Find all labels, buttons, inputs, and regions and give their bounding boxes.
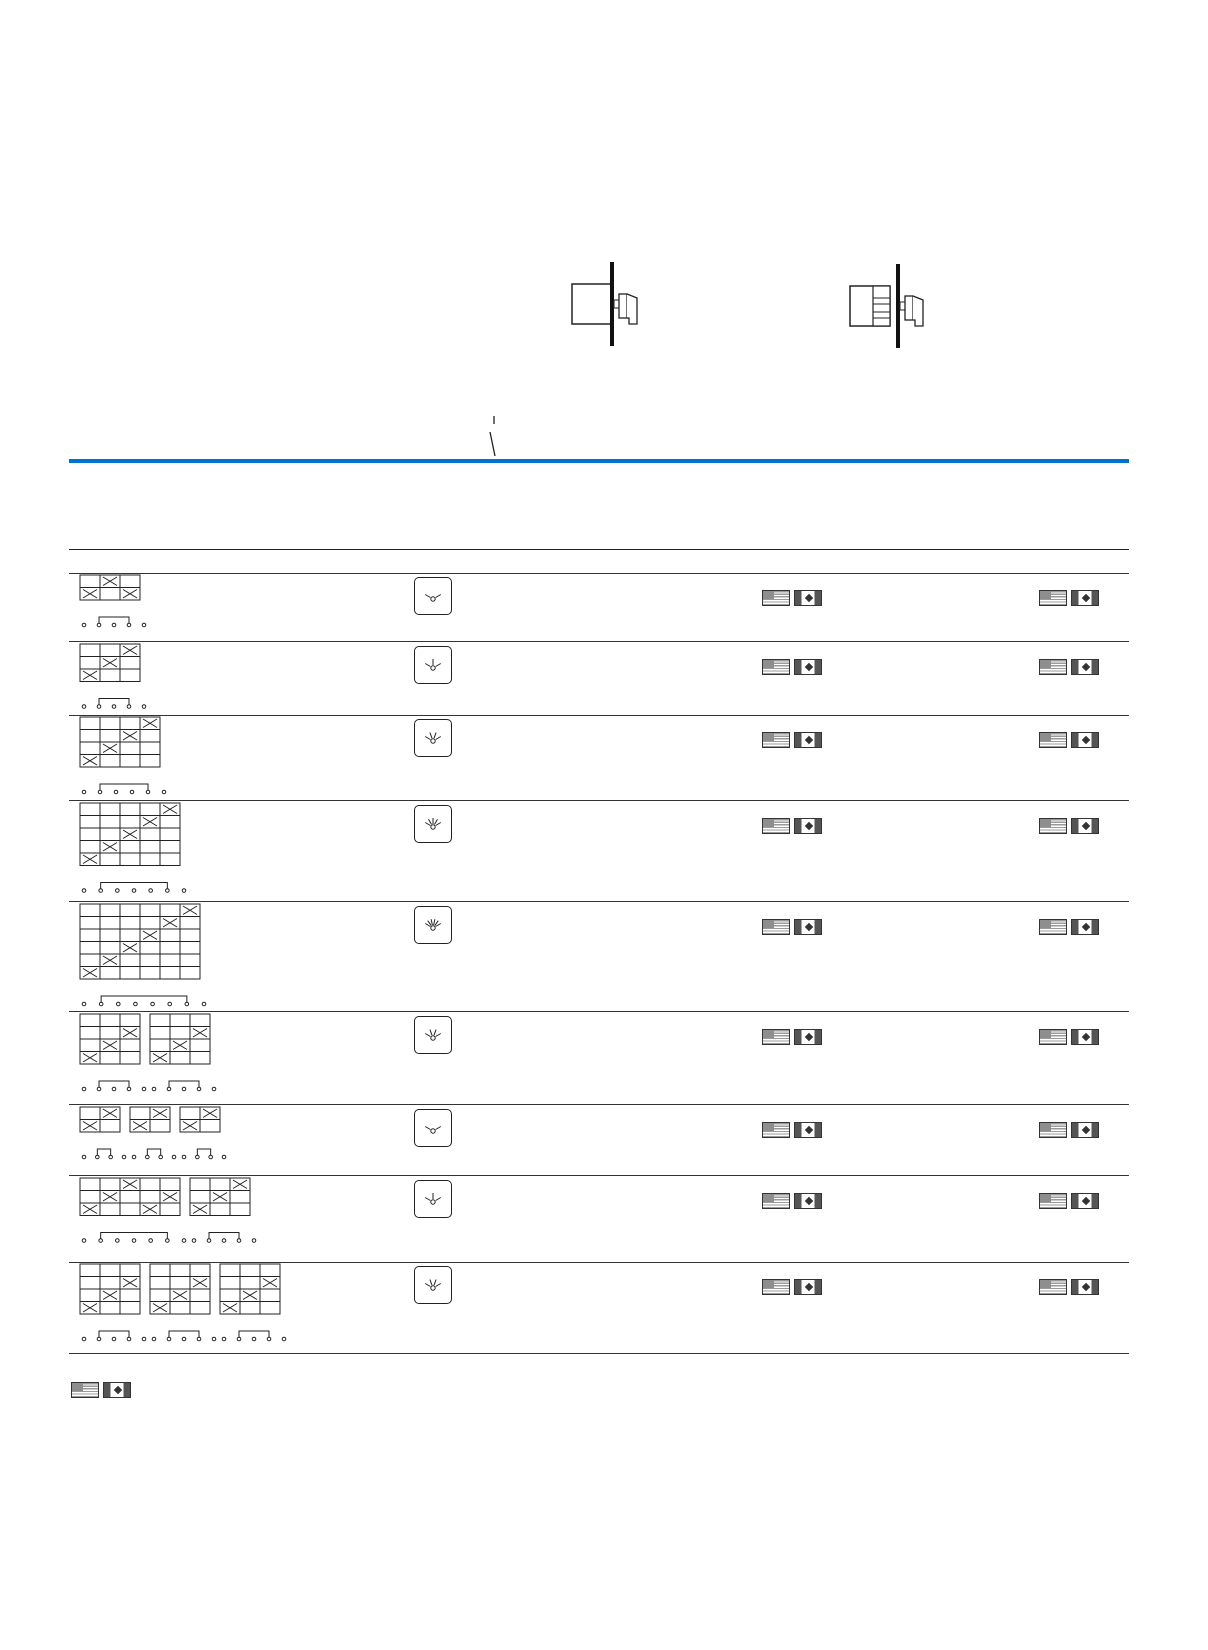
position-symbol-icon	[414, 1109, 452, 1147]
position-symbol-icon	[414, 906, 452, 944]
canada-flag-icon	[794, 818, 822, 834]
us-canada-approval-col-1	[762, 732, 822, 748]
us-canada-approval-col-2	[1039, 732, 1099, 748]
canada-flag-icon	[794, 1279, 822, 1295]
canada-flag-icon	[1071, 1122, 1099, 1138]
canada-flag-icon	[1071, 659, 1099, 675]
canada-flag-icon	[1071, 1029, 1099, 1045]
canada-flag-icon	[794, 1193, 822, 1209]
contact-diagram	[79, 903, 209, 1018]
position-symbol-icon	[414, 1016, 452, 1054]
us-canada-approval-col-2	[1039, 659, 1099, 675]
contact-diagram	[79, 802, 189, 905]
contact-symbol-icon	[488, 414, 500, 458]
us-flag-icon	[1039, 818, 1067, 834]
us-flag-icon	[71, 1382, 99, 1398]
table-header-rule	[69, 549, 1129, 550]
canada-flag-icon	[794, 1029, 822, 1045]
row-divider	[69, 901, 1129, 902]
row-divider	[69, 573, 1129, 574]
position-symbol-icon	[414, 805, 452, 843]
canada-flag-icon	[1071, 590, 1099, 606]
us-canada-approval-col-1	[762, 1193, 822, 1209]
us-flag-icon	[762, 590, 790, 606]
us-canada-approval-col-2	[1039, 1029, 1099, 1045]
position-symbol-icon	[414, 646, 452, 684]
position-symbol-icon	[414, 1180, 452, 1218]
us-flag-icon	[762, 1279, 790, 1295]
us-canada-approval-col-1	[762, 590, 822, 606]
us-flag-icon	[1039, 919, 1067, 935]
canada-flag-icon	[1071, 1193, 1099, 1209]
canada-flag-icon	[794, 732, 822, 748]
row-divider	[69, 1104, 1129, 1105]
us-canada-approval-col-2	[1039, 1193, 1099, 1209]
us-canada-approval-col-1	[762, 1122, 822, 1138]
position-symbol-icon	[414, 719, 452, 757]
us-flag-icon	[1039, 1029, 1067, 1045]
switch-diagram-multi	[843, 264, 933, 354]
us-canada-approval-col-1	[762, 659, 822, 675]
row-divider	[69, 1175, 1129, 1176]
row-divider	[69, 800, 1129, 801]
us-canada-approval-col-2	[1039, 818, 1099, 834]
us-flag-icon	[762, 1193, 790, 1209]
row-divider	[69, 715, 1129, 716]
us-canada-approval-col-1	[762, 1029, 822, 1045]
us-flag-icon	[1039, 1193, 1067, 1209]
us-canada-approval-col-2	[1039, 590, 1099, 606]
us-canada-approval-col-2	[1039, 919, 1099, 935]
us-canada-approval-col-2	[1039, 1122, 1099, 1138]
canada-flag-icon	[794, 919, 822, 935]
canada-flag-icon	[1071, 818, 1099, 834]
contact-diagram	[79, 1106, 209, 1171]
canada-flag-icon	[1071, 1279, 1099, 1295]
canada-flag-icon	[794, 1122, 822, 1138]
us-flag-icon	[1039, 732, 1067, 748]
us-canada-approval-col-1	[762, 1279, 822, 1295]
contact-diagram	[79, 574, 149, 639]
canada-flag-icon	[1071, 732, 1099, 748]
us-flag-icon	[1039, 590, 1067, 606]
row-divider	[69, 1353, 1129, 1354]
canada-flag-icon	[103, 1382, 131, 1398]
us-flag-icon	[1039, 1279, 1067, 1295]
position-symbol-icon	[414, 577, 452, 615]
contact-diagram	[79, 643, 149, 721]
us-flag-icon	[762, 818, 790, 834]
section-divider	[69, 459, 1129, 463]
us-flag-icon	[762, 1122, 790, 1138]
us-flag-icon	[762, 659, 790, 675]
position-symbol-icon	[414, 1266, 452, 1304]
canada-flag-icon	[794, 659, 822, 675]
row-divider	[69, 1011, 1129, 1012]
canada-flag-icon	[1071, 919, 1099, 935]
us-flag-icon	[1039, 1122, 1067, 1138]
canada-flag-icon	[794, 590, 822, 606]
contact-diagram	[79, 1263, 269, 1353]
us-flag-icon	[762, 1029, 790, 1045]
us-canada-approval-col-2	[1039, 1279, 1099, 1295]
us-canada-approval-col-1	[762, 919, 822, 935]
contact-diagram	[79, 716, 169, 806]
us-flag-icon	[762, 732, 790, 748]
footnote-approval-icons	[71, 1382, 131, 1398]
us-canada-approval-col-1	[762, 818, 822, 834]
switch-diagram-single	[565, 262, 645, 352]
row-divider	[69, 641, 1129, 642]
contact-diagram	[79, 1177, 249, 1255]
us-flag-icon	[762, 919, 790, 935]
us-flag-icon	[1039, 659, 1067, 675]
contact-diagram	[79, 1013, 209, 1103]
